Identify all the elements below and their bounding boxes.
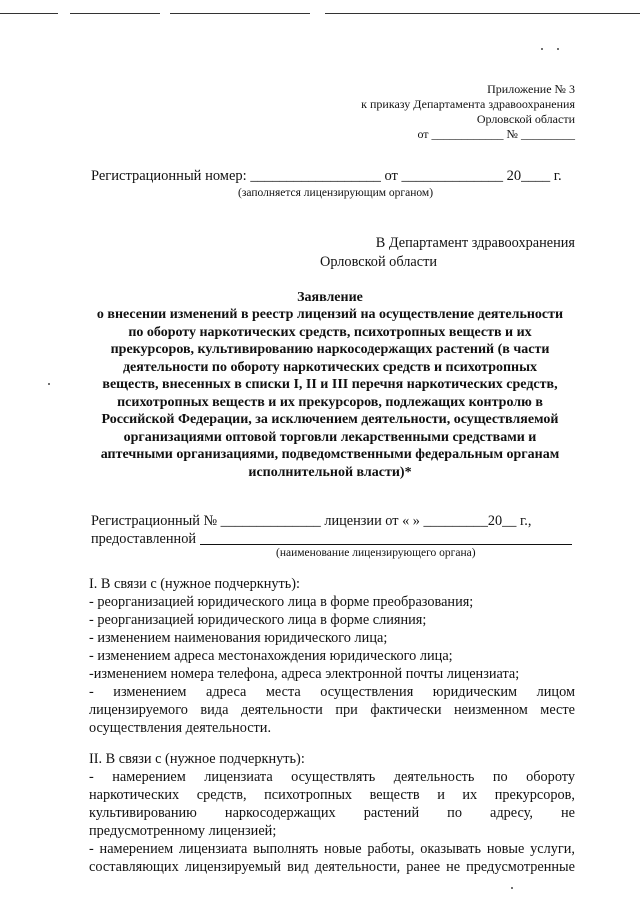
section2-item2-l2: составляющих лицензируемый вид деятельности, ранее не предусмотренные	[89, 859, 575, 875]
order-date-number: от ____________ № _________	[417, 127, 575, 141]
section1-item-address-l3: осуществления деятельности.	[89, 720, 272, 736]
scan-line-right	[325, 13, 640, 14]
scan-dot	[557, 48, 559, 50]
addressee-line2: Орловской области	[320, 254, 437, 270]
addressee-line1: В Департамент здравоохранения	[375, 235, 575, 251]
scan-dot	[48, 383, 50, 385]
title-line: прекурсоров, культивированию наркосодержащих растений (в части	[110, 342, 550, 357]
document-title	[60, 306, 600, 481]
title-line: деятельности по обороту наркотических средств и психотропных	[122, 359, 538, 375]
license-number-line: Регистрационный № ______________ лицензии от « » _________20__ г.,	[91, 513, 532, 529]
scan-line-mid2	[170, 13, 310, 14]
appendix-label: Приложение № 3	[487, 82, 575, 96]
section1-item: -изменением номера телефона, адреса электронной почты лицензиата;	[89, 666, 520, 682]
section2-item1-l4: предусмотренному лицензией;	[89, 823, 277, 839]
section1-heading: I. В связи с (нужное подчеркнуть):	[89, 576, 301, 592]
section1-item-address-l1: - изменением адреса места осуществления юридическим лицом	[89, 684, 575, 700]
license-issuer-caption: (наименование лицензирующего органа)	[276, 547, 476, 559]
title-line: Российской Федерации, за исключением деятельности, осуществляемой	[101, 412, 559, 427]
section1-item: - изменением наименования юридического лица;	[89, 630, 388, 646]
scan-dot	[511, 887, 513, 889]
section1-item: - реорганизацией юридического лица в форме слияния;	[89, 612, 427, 628]
scan-line-left	[0, 13, 58, 14]
section1-item-address-l2: лицензируемого вида деятельности при фактически неизменном месте	[89, 702, 575, 718]
scan-line-mid	[70, 13, 160, 14]
document-heading: Заявление	[297, 290, 363, 305]
section2-heading: II. В связи с (нужное подчеркнуть):	[89, 751, 305, 767]
license-issuer-field	[200, 530, 572, 545]
region-label: Орловской области	[476, 112, 575, 126]
order-label: к приказу Департамента здравоохранения	[361, 97, 575, 111]
section2-item1-l1: - намерением лицензиата осуществлять деятельность по обороту	[89, 769, 575, 785]
registration-number-line: Регистрационный номер: __________________ от ______________ 20____ г.	[91, 168, 562, 184]
registration-caption: (заполняется лицензирующим органом)	[238, 187, 434, 199]
section1-item: - изменением адреса местонахождения юридического лица;	[89, 648, 453, 664]
title-line: аптечными организациями, подведомственными федеральным органам	[100, 447, 560, 462]
title-line: психотропных веществ и их прекурсоров, подлежащих контролю в	[117, 394, 543, 410]
license-issuer-label: предоставленной	[91, 531, 196, 547]
section2-item1-l3: культивированию наркосодержащих растений по адресу, не	[89, 805, 575, 821]
scan-dot	[541, 48, 543, 50]
title-line: исполнительной власти)*	[248, 464, 412, 480]
title-line: о внесении изменений в реестр лицензий на осуществление деятельности	[96, 307, 564, 322]
title-line: по обороту наркотических средств, психотропных веществ и их	[128, 324, 532, 340]
section2-item1-l2: наркотических средств, психотропных веществ и их прекурсоров,	[89, 787, 575, 803]
section2-item2-l1: - намерением лицензиата выполнять новые работы, оказывать новые услуги,	[89, 841, 575, 857]
section1-item: - реорганизацией юридического лица в форме преобразования;	[89, 594, 474, 610]
title-line: организациями оптовой торговли лекарственными средствами и	[123, 429, 537, 445]
title-line: веществ, внесенных в списки I, II и III перечня наркотических средств,	[102, 377, 558, 392]
